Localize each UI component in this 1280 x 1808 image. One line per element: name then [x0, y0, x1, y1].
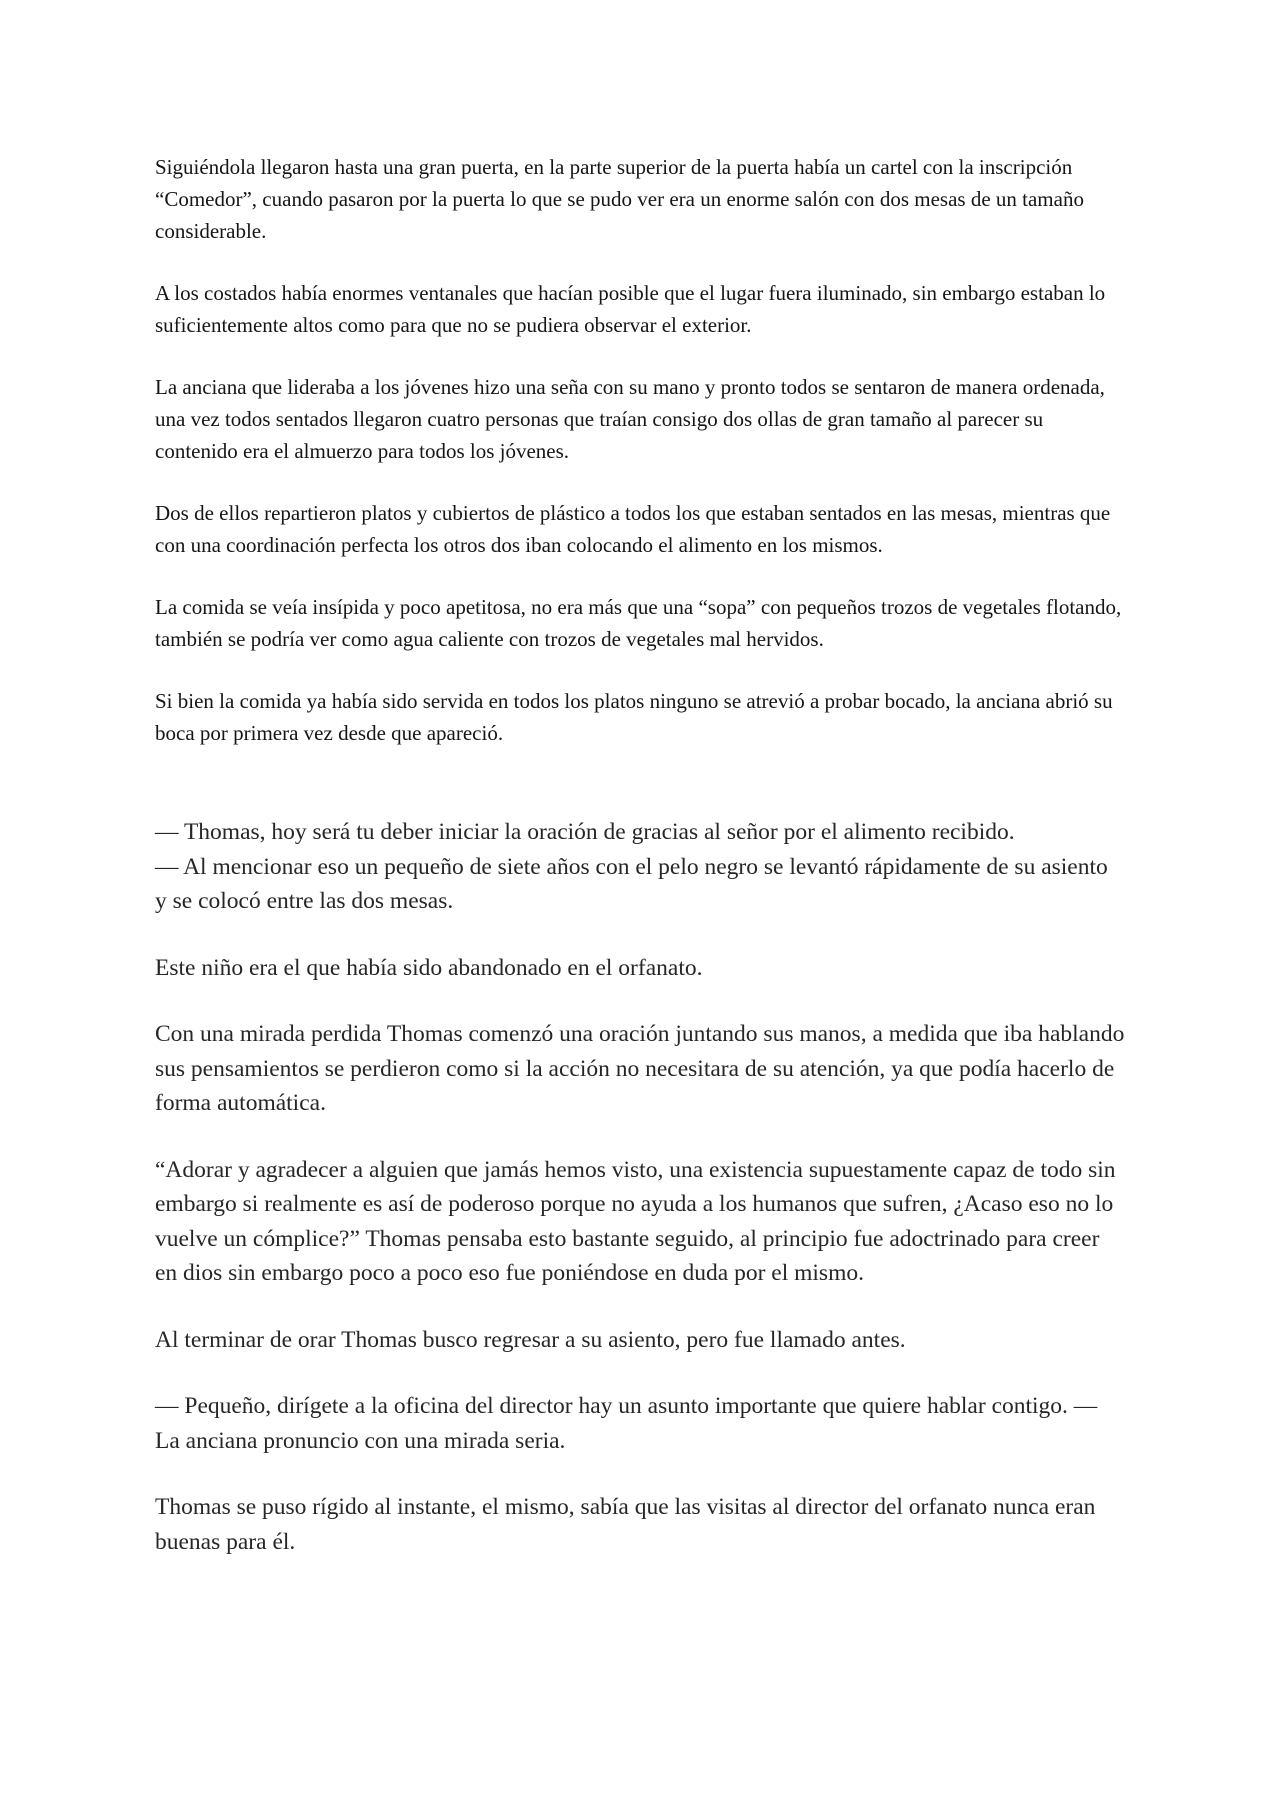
dialogue-line-thomas-duty: — Thomas, hoy será tu deber iniciar la oración de gracias al señor por el alimento recibido.	[155, 819, 1015, 845]
paragraph-abandoned-child: Este niño era el que había sido abandonado en el orfanato.	[155, 954, 703, 981]
paragraph-thomas-rigid: Thomas se puso rígido al instante, el mismo, sabía que las visitas al director del orfanato nunca eran buenas para él.	[155, 1494, 1096, 1555]
narrative-section-2	[155, 815, 1125, 1559]
paragraph-elder-signal: La anciana que lideraba a los jóvenes hizo una seña con su mano y pronto todos se sentaron de manera ordenada, una vez todos sentados llegaron cuatro personas que traían consigo dos ollas de gran tamaño al parecer su contenido era el almuerzo para todos los jóvenes.	[155, 375, 1105, 463]
paragraph-food-description: La comida se veía insípida y poco apetitosa, no era más que una “sopa” con pequeños trozos de vegetales flotando, también se podría ver como agua caliente con trozos de vegetales mal hervidos.	[155, 595, 1122, 651]
narrative-section-1	[155, 151, 1125, 749]
paragraph-called-back: Al terminar de orar Thomas busco regresar a su asiento, pero fue llamado antes.	[155, 1326, 906, 1353]
paragraph-thomas-stands: — Al mencionar eso un pequeño de siete años con el pelo negro se levantó rápidamente de su asiento y se colocó entre las dos mesas.	[155, 853, 1108, 914]
paragraph-thoughts: “Adorar y agradecer a alguien que jamás hemos visto, una existencia supuestamente capaz de todo sin embargo si realmente es así de poderoso porque no ayuda a los humanos que sufren, ¿Acaso eso no lo vuelve un cómplice?” Thomas pensaba esto bastante seguido, al principio fue adoctrinado para creer en dios sin embargo poco a poco eso fue poniéndose en duda por el mismo.	[155, 1156, 1116, 1286]
paragraph-prayer: Con una mirada perdida Thomas comenzó una oración juntando sus manos, a medida que iba hablando sus pensamientos se perdieron como si la acción no necesitara de su atención, ya que podía hacerlo de forma automática.	[155, 1021, 1125, 1116]
paragraph-serving: Dos de ellos repartieron platos y cubiertos de plástico a todos los que estaban sentados en las mesas, mientras que con una coordinación perfecta los otros dos iban colocando el alimento en los mismos.	[155, 501, 1111, 557]
document-body	[155, 151, 1125, 1591]
paragraph-windows: A los costados había enormes ventanales que hacían posible que el lugar fuera iluminado, sin embargo estaban lo suficientemente altos como para que no se pudiera observar el exterior.	[155, 281, 1106, 337]
dialogue-line-director: — Pequeño, dirígete a la oficina del director hay un asunto importante que quiere hablar contigo. — La anciana pronuncio con una mirada seria.	[155, 1393, 1098, 1454]
paragraph-dining-hall-door: Siguiéndola llegaron hasta una gran puerta, en la parte superior de la puerta había un cartel con la inscripción “Comedor”, cuando pasaron por la puerta lo que se pudo ver era un enorme salón con dos mesas de un tamaño considerable.	[155, 155, 1084, 243]
paragraph-elder-speaks: Si bien la comida ya había sido servida en todos los platos ninguno se atrevió a probar bocado, la anciana abrió su boca por primera vez desde que apareció.	[155, 689, 1113, 745]
